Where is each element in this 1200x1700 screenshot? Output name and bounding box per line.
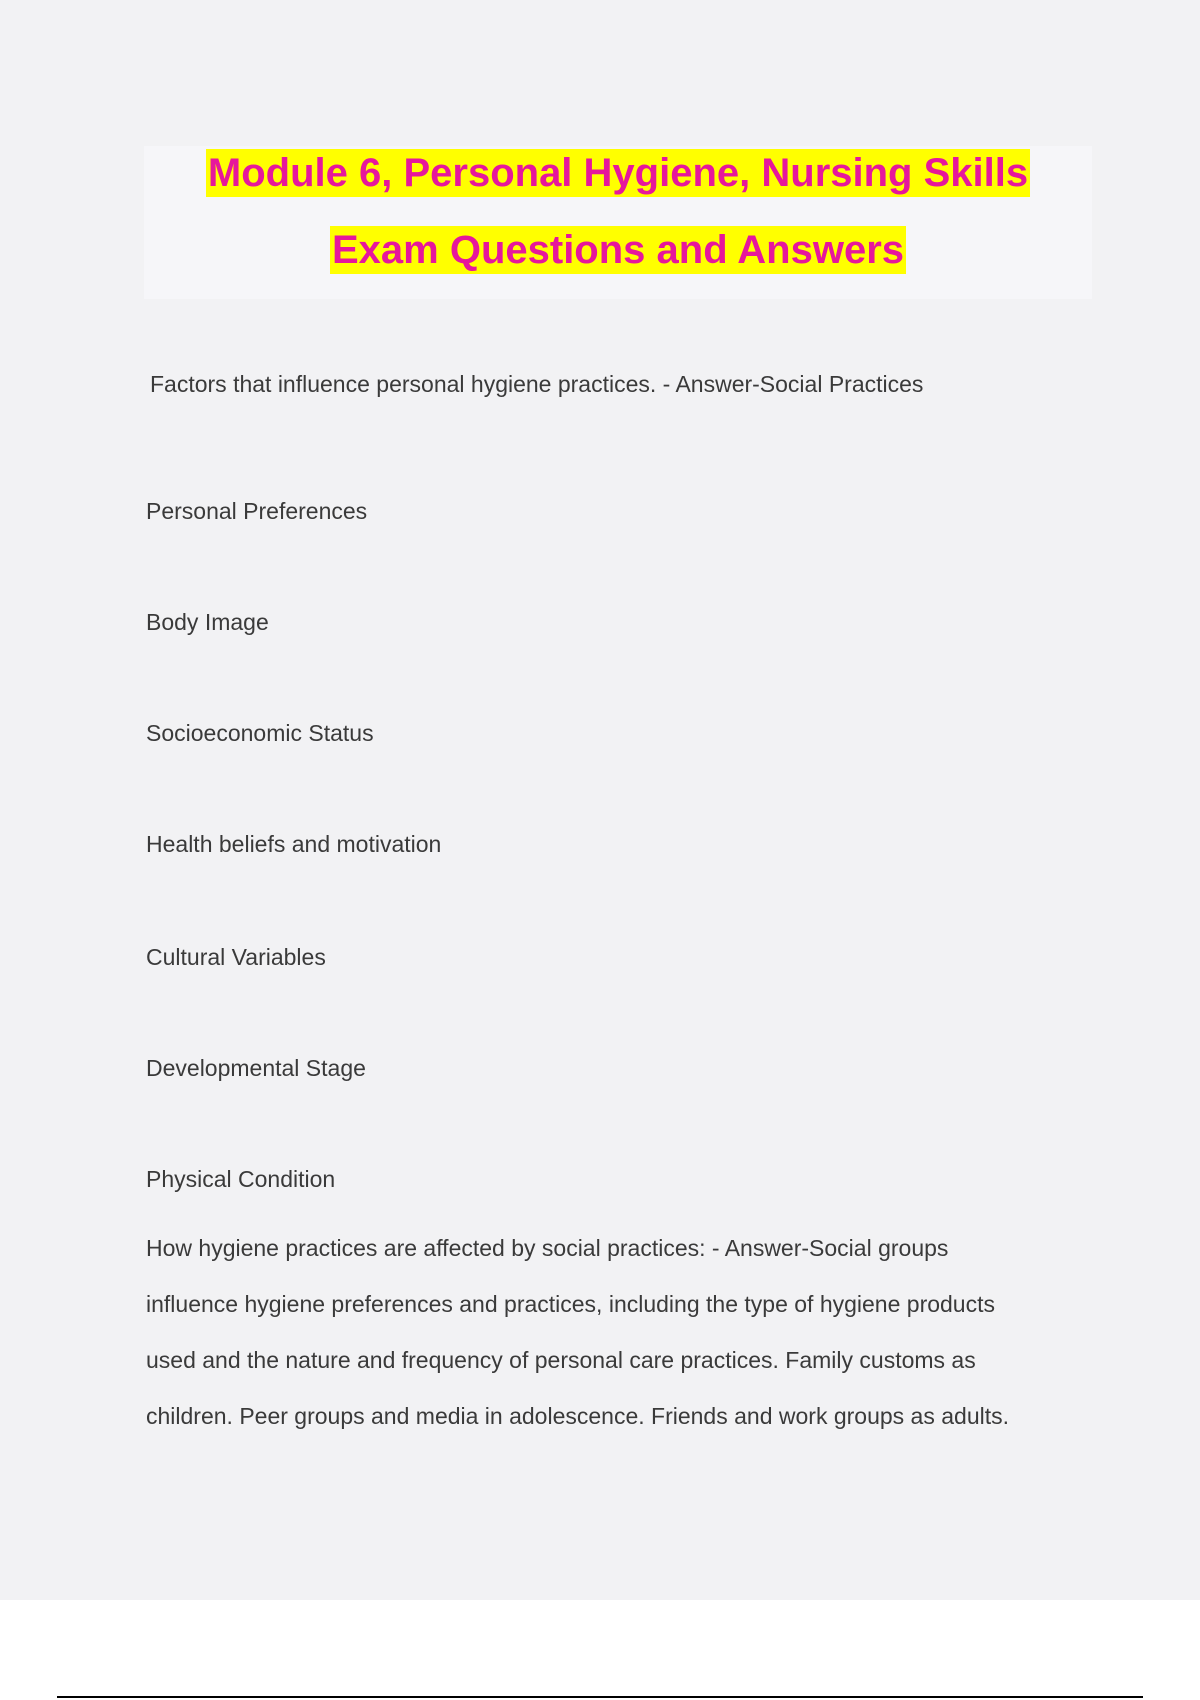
question-2-paragraph (146, 1220, 1009, 1444)
question-2-line-4: children. Peer groups and media in adolescence. Friends and work groups as adults. (146, 1403, 1009, 1429)
title-line-2: Exam Questions and Answers (331, 228, 905, 272)
question-2-line-1: How hygiene practices are affected by social practices: - Answer-Social groups (146, 1235, 949, 1261)
document-title (144, 146, 1092, 299)
question-1-text: Factors that influence personal hygiene practices. - Answer-Social Practices (150, 371, 924, 397)
factor-developmental-stage: Developmental Stage (146, 1055, 366, 1081)
factor-body-image: Body Image (146, 609, 269, 635)
factor-cultural-variables: Cultural Variables (146, 944, 326, 970)
footer-divider (57, 1696, 1143, 1698)
factor-health-beliefs: Health beliefs and motivation (146, 831, 442, 857)
factor-physical-condition: Physical Condition (146, 1166, 336, 1192)
question-2-line-3: used and the nature and frequency of personal care practices. Family customs as (146, 1347, 976, 1373)
factor-personal-preferences: Personal Preferences (146, 498, 368, 524)
question-2-line-2: influence hygiene preferences and practices, including the type of hygiene products (146, 1291, 995, 1317)
title-line-1: Module 6, Personal Hygiene, Nursing Skills (207, 151, 1029, 195)
factor-socioeconomic-status: Socioeconomic Status (146, 720, 374, 746)
